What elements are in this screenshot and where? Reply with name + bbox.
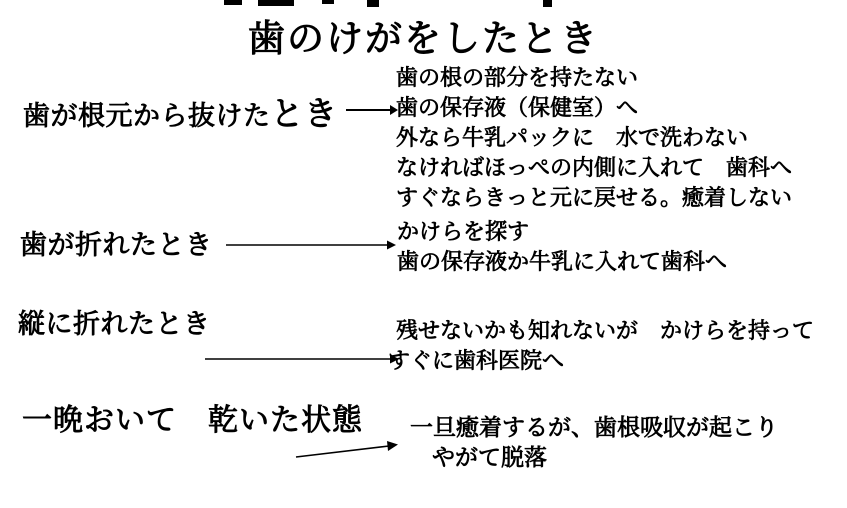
note-line: 外なら牛乳パックに 水で洗わない (396, 126, 749, 151)
cropped-text-fragment (367, 0, 379, 7)
notes-broken (397, 218, 727, 278)
arrow-right-icon (205, 351, 399, 367)
notes-vertical-break (388, 317, 814, 377)
section-label-dried-overnight: 一晩おいて 乾いた状態 (22, 403, 363, 438)
notes-dried-overnight (410, 413, 778, 473)
cropped-text-fragment (224, 0, 242, 5)
section-label-broken: 歯が折れたとき (20, 230, 213, 261)
section-label-knocked-out (23, 88, 338, 135)
page-title: 歯のけがをしたとき (248, 17, 599, 60)
note-line: 一旦癒着するが、歯根吸収が起こり (410, 415, 778, 441)
cropped-text-fragment (543, 0, 552, 7)
notes-knocked-out (396, 64, 792, 214)
note-line: かけらを探す (397, 220, 530, 245)
section-label-vertical-break: 縦に折れたとき (18, 309, 211, 340)
arrow-right-icon (226, 237, 396, 253)
note-line: 歯の保存液（保健室）へ (396, 96, 639, 121)
note-line: なければほっぺの内側に入れて 歯科へ (396, 156, 793, 181)
cropped-text-fragment (322, 0, 334, 4)
section-label-knocked-out-suffix: とき (270, 94, 338, 133)
note-line: 歯の根の部分を持たない (396, 66, 639, 91)
arrow-right-icon (346, 102, 398, 118)
cropped-text-fragment (258, 0, 294, 6)
note-line: すぐに歯科医院へ (388, 349, 565, 374)
note-line: すぐならきっと元に戻せる。癒着しない (396, 186, 793, 211)
note-line: やがて脱落 (432, 445, 547, 471)
arrow-up-right-icon (294, 438, 400, 462)
note-line: 残せないかも知れないが かけらを持って (396, 319, 815, 344)
section-label-knocked-out-text: 歯が根元から抜けた (23, 101, 271, 132)
note-line: 歯の保存液か牛乳に入れて歯科へ (397, 250, 728, 275)
